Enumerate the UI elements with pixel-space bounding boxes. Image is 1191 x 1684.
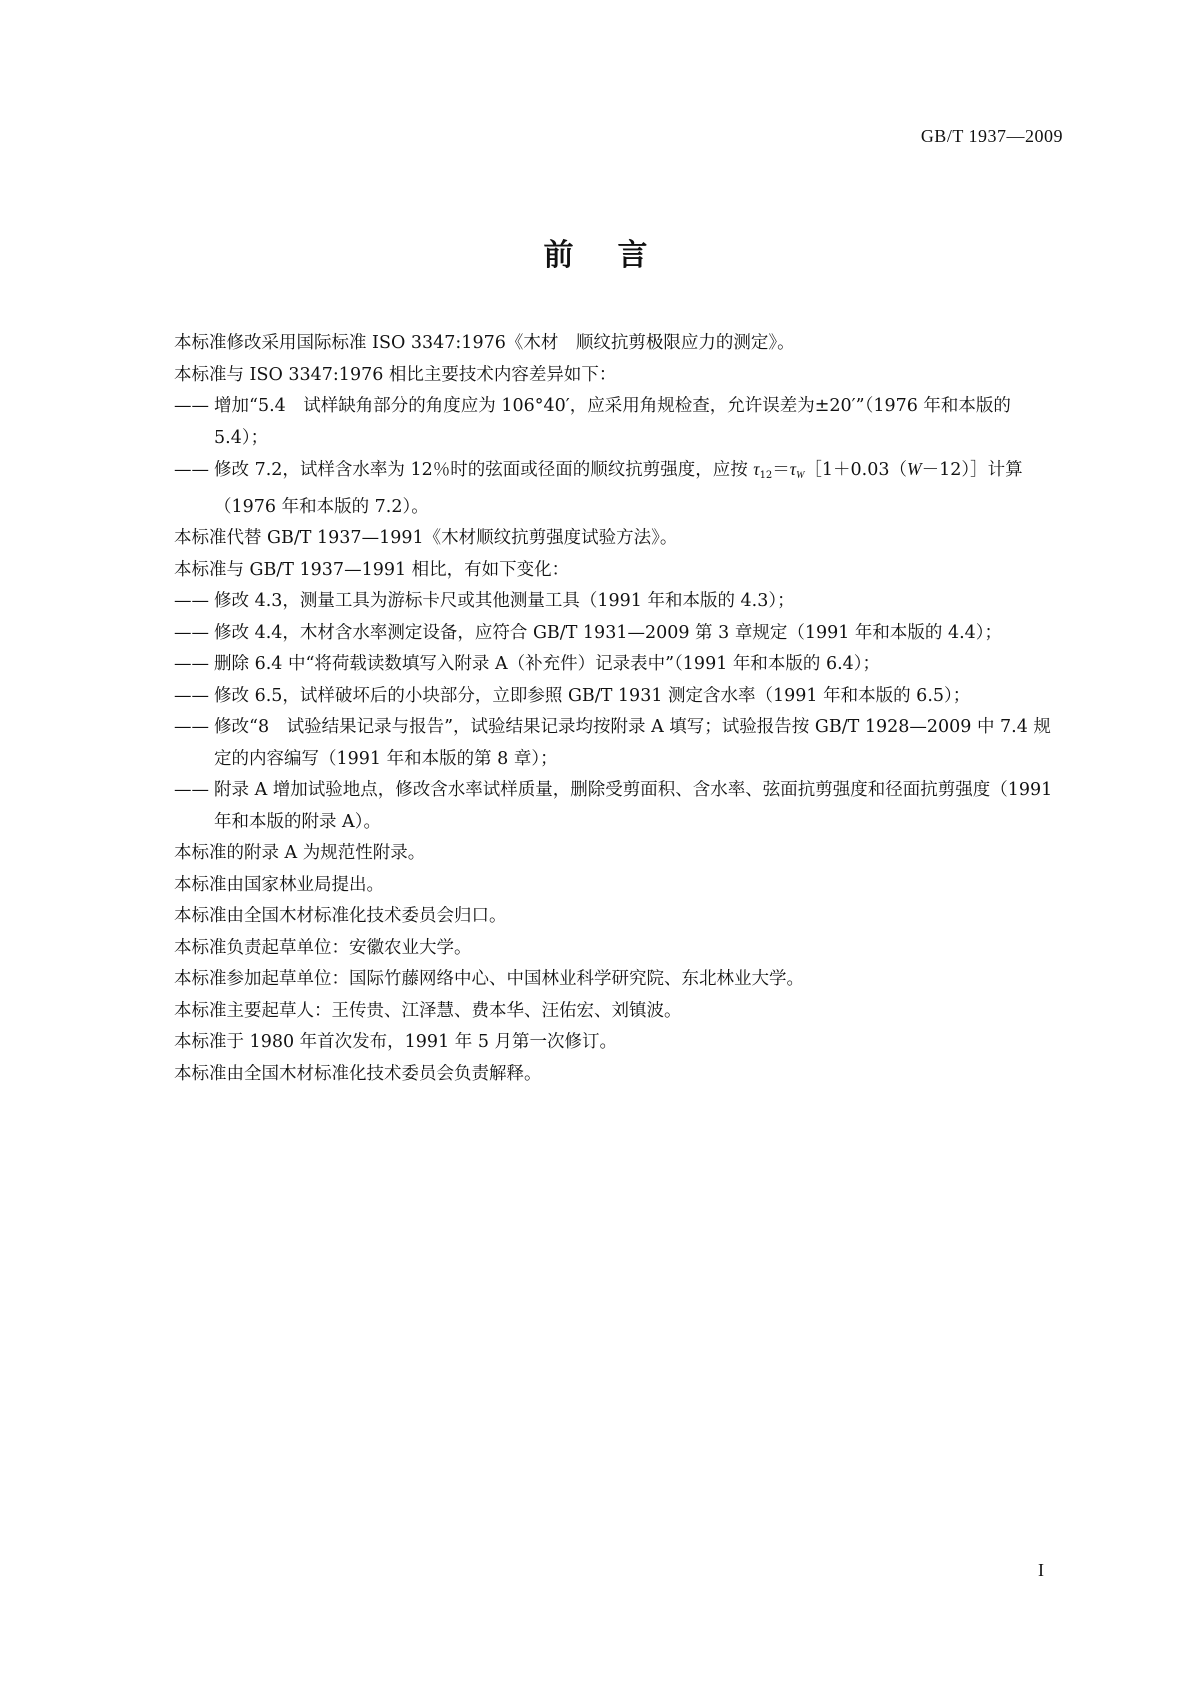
page-title: 前言: [543, 238, 692, 273]
formula-equals: ＝: [772, 460, 790, 480]
formula-tau-w: τ: [789, 459, 797, 479]
paragraph-changes-intro: 本标准与 GB/T 1937—1991 相比，有如下变化：: [174, 559, 570, 580]
paragraph-annex: 本标准的附录 A 为规范性附录。: [174, 843, 426, 863]
list-item-change: [174, 618, 1058, 650]
list-item-change: [174, 681, 1058, 713]
list-item-iso-diff: [174, 454, 1058, 523]
list-item-change: [174, 586, 1058, 618]
formula-tau: τ: [753, 459, 760, 479]
paragraph-participating-units: 本标准参加起草单位：国际竹藤网络中心、中国林业科学研究院、东北林业大学。: [174, 969, 804, 989]
list-item-text: 修改“8 试验结果记录与报告”，试验结果记录均按附录 A 填写；试验报告按 GB/T 1928—2009 中 7.4 规定的内容编写（1991 年和本版的第 8 章）；: [214, 717, 1051, 769]
list-item-iso-diff: [174, 391, 1058, 454]
list-item-text: 修改 6.5，试样破坏后的小块部分，立即参照 GB/T 1931 测定含水率（1991 年和本版的 6.5）；: [214, 685, 971, 706]
list-item-text: 删除 6.4 中“将荷载读数填写入附录 A（补充件）记录表中”（1991 年和本版的 6.4）；: [214, 654, 881, 674]
dash-marker: ——: [174, 685, 209, 706]
paragraph-adoption: 本标准修改采用国际标准 ISO 3347:1976《木材 顺纹抗剪极限应力的测定》。: [174, 333, 795, 353]
formula-w: W: [907, 459, 922, 479]
formula-subscript-12: 12: [759, 470, 773, 481]
standard-number: GB/T 1937—2009: [920, 126, 1063, 146]
dash-marker: ——: [174, 460, 209, 480]
page-number: I: [1038, 1560, 1044, 1580]
dash-marker: ——: [174, 622, 209, 643]
list-item-text: 增加“5.4 试样缺角部分的角度应为 106°40′，应采用角规检查，允许误差为±20′”（1976 年和本版的 5.4）；: [214, 396, 1011, 448]
paragraph-drafters: 本标准主要起草人：王传贵、江泽慧、费本华、汪佑宏、刘镇波。: [174, 1000, 682, 1021]
formula-bracket: ［1＋0.03（: [804, 460, 908, 480]
paragraph-iso-diff-intro: 本标准与 ISO 3347:1976 相比主要技术内容差异如下：: [174, 364, 617, 385]
paragraph-replaces: 本标准代替 GB/T 1937—1991《木材顺纹抗剪强度试验方法》。: [174, 528, 678, 548]
paragraph-proposer: 本标准由国家林业局提出。: [174, 874, 384, 895]
list-item-text-end: －12）］计算（1976 年和本版的 7.2）。: [214, 460, 1023, 517]
foreword-body: [174, 328, 1058, 1090]
paragraph-committee: 本标准由全国木材标准化技术委员会归口。: [174, 906, 507, 926]
dash-marker: ——: [174, 396, 209, 416]
list-item-change: [174, 649, 1058, 681]
dash-marker: ——: [174, 591, 209, 611]
paragraph-drafting-unit: 本标准负责起草单位：安徽农业大学。: [174, 937, 472, 958]
dash-marker: ——: [174, 780, 209, 800]
list-item-text: 修改 4.3，测量工具为游标卡尺或其他测量工具（1991 年和本版的 4.3）；: [214, 591, 795, 611]
list-item-text: 附录 A 增加试验地点，修改含水率试样质量，删除受剪面积、含水率、弦面抗剪强度和径面抗剪强度（1991 年和本版的附录 A）。: [214, 780, 1053, 832]
formula-subscript-w: W: [796, 470, 805, 481]
dash-marker: ——: [174, 717, 209, 737]
paragraph-interpretation: 本标准由全国木材标准化技术委员会负责解释。: [174, 1063, 542, 1084]
list-item-change: [174, 775, 1058, 838]
list-item-change: [174, 712, 1058, 775]
list-item-text: 修改 7.2，试样含水率为 12％时的弦面或径面的顺纹抗剪强度，应按: [214, 460, 754, 480]
list-item-text: 修改 4.4，木材含水率测定设备，应符合 GB/T 1931—2009 第 3 章规定（1991 年和本版的 4.4）；: [214, 622, 1003, 643]
dash-marker: ——: [174, 654, 209, 674]
paragraph-history: 本标准于 1980 年首次发布，1991 年 5 月第一次修订。: [174, 1032, 618, 1052]
